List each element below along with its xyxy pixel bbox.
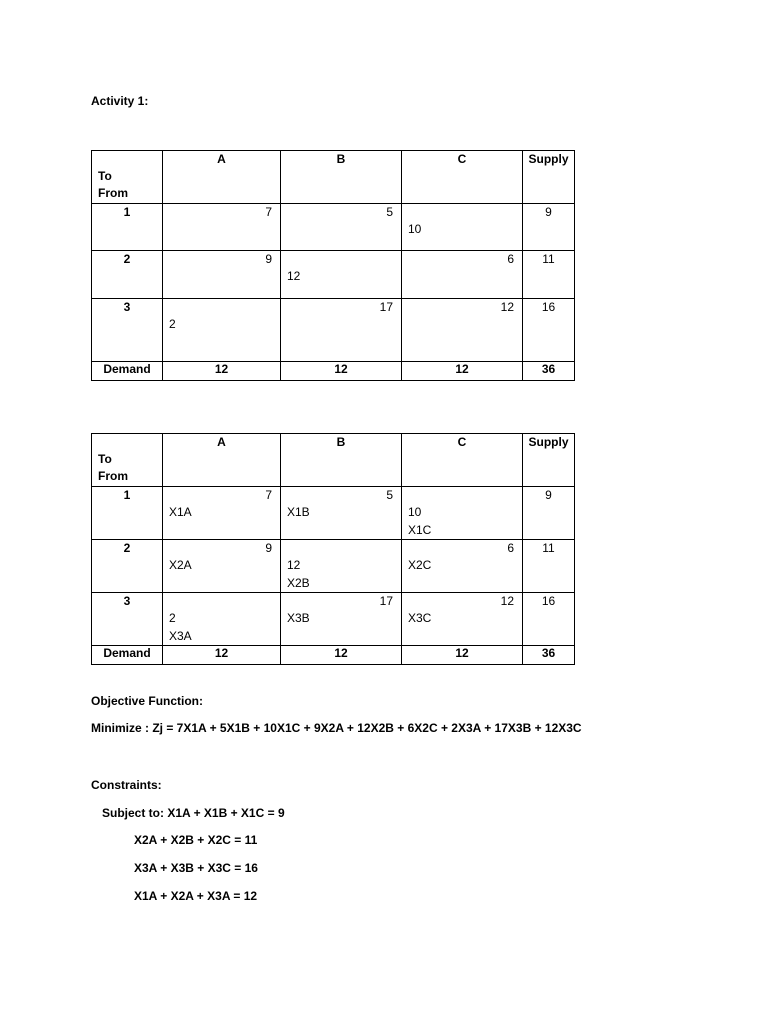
col-header-c: C [457, 435, 467, 449]
cost: 7 [265, 205, 272, 219]
row-label: 3 [123, 594, 131, 608]
col-header-b: B [336, 435, 346, 449]
table-row [92, 251, 575, 299]
demand-total: 36 [523, 362, 575, 381]
demand-value: 12 [163, 646, 281, 665]
objective-heading: Objective Function: [91, 694, 204, 708]
transportation-table-1 [91, 150, 575, 381]
header-corner [92, 434, 163, 487]
demand-label: Demand [92, 362, 163, 381]
table-row [92, 299, 575, 362]
supply-value: 11 [542, 541, 555, 555]
cost: 6 [507, 252, 514, 266]
header-corner [92, 151, 163, 204]
table-row [92, 204, 575, 251]
header-to: To [98, 169, 112, 183]
supply-value: 11 [542, 252, 555, 266]
col-header-b: B [336, 152, 346, 166]
variable: X2B [287, 576, 310, 590]
header-to: To [98, 452, 112, 466]
cost: 5 [386, 488, 393, 502]
col-header-a: A [217, 435, 226, 449]
variable: X3B [287, 611, 310, 625]
demand-total: 36 [523, 646, 575, 665]
variable: X1B [287, 505, 310, 519]
demand-row [92, 362, 575, 381]
objective-function: Minimize : Zj = 7X1A + 5X1B + 10X1C + 9X2A + 12X2B + 6X2C + 2X3A + 17X3B + 12X3C [91, 721, 582, 735]
cost: 5 [386, 205, 393, 219]
supply-value: 9 [545, 488, 552, 502]
supply-value: 16 [541, 594, 556, 608]
transportation-table-2 [91, 433, 575, 665]
variable: X2A [169, 558, 192, 572]
demand-label: Demand [92, 646, 163, 665]
col-header-a: A [217, 152, 226, 166]
allocation: 12 [287, 269, 301, 283]
variable: X3C [408, 611, 432, 625]
allocation: 2 [169, 317, 176, 331]
variable: X2C [408, 558, 432, 572]
variable: X3A [169, 629, 192, 643]
row-label: 1 [123, 205, 131, 219]
cost: 12 [500, 300, 514, 314]
cost: 17 [379, 594, 393, 608]
constraint-line: X2A + X2B + X2C = 11 [134, 833, 258, 847]
demand-value: 12 [402, 646, 523, 665]
supply-value: 9 [545, 205, 552, 219]
col-header-supply: Supply [528, 152, 569, 166]
cost: 17 [379, 300, 393, 314]
allocation: 12 [287, 558, 301, 572]
row-label: 1 [123, 488, 131, 502]
constraint-subject-to: Subject to: X1A + X1B + X1C = 9 [102, 806, 285, 820]
page-title: Activity 1: [91, 94, 149, 108]
demand-value: 12 [402, 362, 523, 381]
header-from: From [98, 469, 128, 483]
table-row [92, 540, 575, 593]
col-header-c: C [457, 152, 467, 166]
constraint-line: X1A + X2A + X3A = 12 [134, 889, 258, 903]
variable: X1A [169, 505, 192, 519]
demand-row [92, 646, 575, 665]
demand-value: 12 [281, 646, 402, 665]
col-header-supply: Supply [528, 435, 569, 449]
allocation: 10 [408, 505, 422, 519]
cost: 7 [265, 488, 272, 502]
demand-value: 12 [281, 362, 402, 381]
row-label: 2 [123, 541, 131, 555]
allocation: 10 [408, 222, 422, 236]
cost: 9 [265, 252, 272, 266]
constraint-line: X3A + X3B + X3C = 16 [134, 861, 258, 875]
supply-value: 16 [541, 300, 556, 314]
table-row [92, 593, 575, 646]
header-from: From [98, 186, 128, 200]
table-row [92, 487, 575, 540]
row-label: 2 [123, 252, 131, 266]
demand-value: 12 [163, 362, 281, 381]
cost: 9 [265, 541, 272, 555]
constraints-heading: Constraints: [91, 778, 162, 792]
allocation: 2 [169, 611, 176, 625]
variable: X1C [408, 523, 432, 537]
cost: 12 [500, 594, 514, 608]
cost: 6 [507, 541, 514, 555]
row-label: 3 [123, 300, 131, 314]
